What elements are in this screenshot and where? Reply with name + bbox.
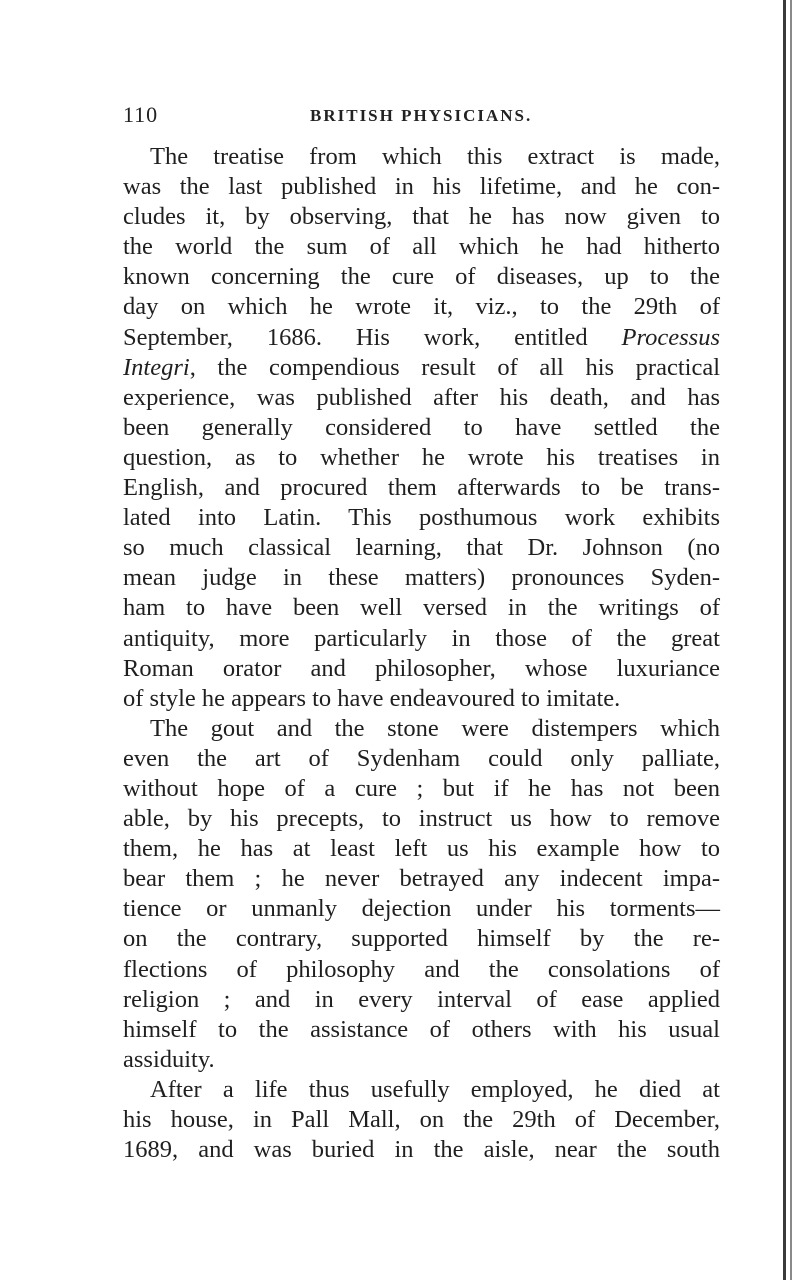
text-line: of style he appears to have endeavoured to imitate.: [123, 684, 621, 712]
text-line: question, as to whether he wrote his treatises in: [123, 443, 720, 471]
page-edge-shadow: [790, 0, 792, 1280]
text-segment: , the compendious result of all his practical: [189, 353, 720, 381]
text-line: The gout and the stone were distempers which: [150, 714, 720, 742]
text-line: After a life thus usefully employed, he died at: [150, 1075, 720, 1103]
running-head: [123, 102, 703, 132]
text-line: [123, 323, 720, 353]
body-text: [123, 142, 720, 1165]
page-number: 110: [123, 102, 159, 127]
text-line: on the contrary, supported himself by the re-: [123, 925, 720, 953]
text-line: without hope of a cure ; but if he has not been: [123, 774, 720, 802]
text-line: lated into Latin. This posthumous work exhibits: [123, 504, 720, 532]
text-line: was the last published in his lifetime, and he con-: [123, 173, 720, 201]
page-edge: [783, 0, 786, 1280]
text-line: day on which he wrote it, viz., to the 29th of: [123, 293, 720, 321]
text-segment: September, 1686. His work, entitled: [123, 323, 622, 351]
text-line: tience or unmanly dejection under his torments—: [123, 895, 720, 923]
text-line: been generally considered to have settled the: [123, 413, 720, 441]
text-line: even the art of Sydenham could only palliate,: [123, 744, 720, 772]
text-line: himself to the assistance of others with his usual: [123, 1015, 720, 1043]
book-title-italic: Integri: [123, 353, 190, 381]
text-line: bear them ; he never betrayed any indecent impa-: [123, 865, 720, 893]
text-line: mean judge in these matters) pronounces Syden-: [123, 564, 720, 592]
text-line: them, he has at least left us his example how to: [123, 835, 720, 863]
text-line: antiquity, more particularly in those of the great: [123, 624, 720, 652]
paragraph-2: [123, 714, 720, 1075]
text-line: [123, 353, 720, 383]
text-line: English, and procured them afterwards to be trans-: [123, 474, 720, 502]
text-line: able, by his precepts, to instruct us how to remove: [123, 805, 720, 833]
text-line: known concerning the cure of diseases, up to the: [123, 263, 720, 291]
text-line: his house, in Pall Mall, on the 29th of December,: [123, 1106, 720, 1133]
text-line: assiduity.: [123, 1045, 215, 1073]
text-line: flections of philosophy and the consolations of: [123, 955, 720, 983]
text-line: ham to have been well versed in the writings of: [123, 594, 720, 622]
paragraph-3: [123, 1075, 720, 1165]
text-line: 1689, and was buried in the aisle, near the south: [123, 1136, 720, 1164]
running-title: BRITISH PHYSICIANS.: [310, 106, 533, 125]
book-title-italic: Processus: [621, 323, 720, 351]
text-line: Roman orator and philosopher, whose luxuriance: [123, 654, 720, 682]
text-line: the world the sum of all which he had hitherto: [123, 233, 720, 261]
text-line: religion ; and in every interval of ease applied: [123, 985, 720, 1013]
paragraph-1: [123, 142, 720, 714]
text-line: experience, was published after his death, and has: [123, 383, 720, 411]
text-line: so much classical learning, that Dr. Johnson (no: [123, 534, 720, 562]
text-line: cludes it, by observing, that he has now given to: [123, 203, 720, 231]
text-line: The treatise from which this extract is made,: [150, 143, 720, 170]
